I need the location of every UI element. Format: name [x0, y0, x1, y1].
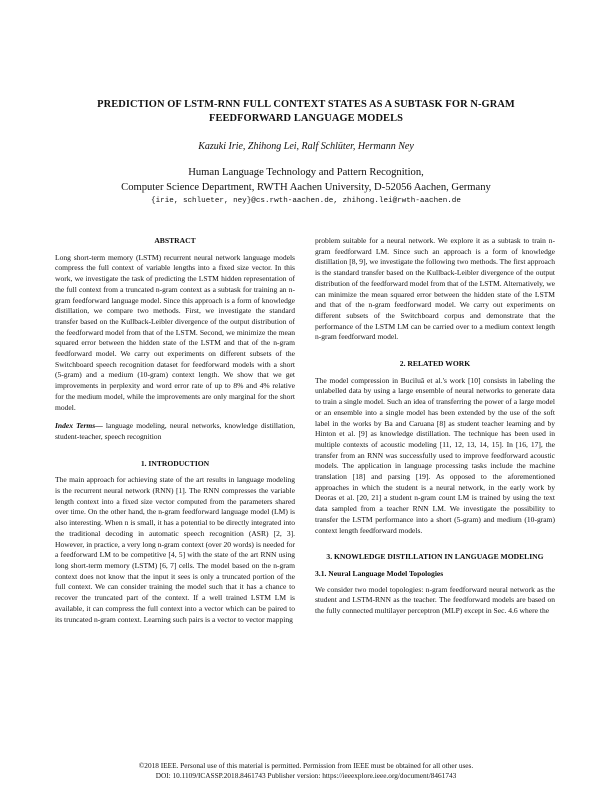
intro-text: The main approach for achieving state of the art results in language modeling is the recurrent neural network (RNN) [1]. The RNN compresses the variable length context into a fixed size vector computed from the parameters shared over time. On the other hand, the n-gram feedforward language model (LM) is also interesting. When n is small, it has a potential to be directly integrated into the traditional decoding in automatic speech recognition (ASR) [2, 3]. However, in practice, a very long n-gram context (over 20 words) is needed for a feedforward LM to be competitive [4, 5] with the state of the art RNN using long short-term memory (LSTM) [6, 7] cells. The model based on the n-gram context does not know that the input it sees is only a truncated portion of the full context. We can consider training the model such that it has a chance to recover the truncated part of the context. If a well trained LSTM LM is available, it can compress the full context into a vector which can be paired to its truncated n-gram context. Learning such pairs is a vector to vector mapping	[55, 475, 295, 624]
author-emails: {irie, schlueter, ney}@cs.rwth-aachen.de, zhihong.lei@rwth-aachen.de	[151, 197, 461, 205]
title-line-1: PREDICTION OF LSTM-RNN FULL CONTEXT STATES AS A SUBTASK FOR N-GRAM	[97, 99, 515, 110]
topologies-subheading: 3.1. Neural Language Model Topologies	[315, 568, 444, 578]
left-column	[55, 236, 295, 625]
affiliation	[60, 166, 552, 195]
knowledge-distillation-heading: 3. KNOWLEDGE DISTILLATION IN LANGUAGE MODELING	[326, 552, 544, 562]
topologies-text: We consider two model topologies: n-gram feedforward neural network as the student and LSTM-RNN as the teacher. The feedforward models are based on the fully connected multilayer perceptron (MLP) except in Sec. 4.6 where the	[315, 584, 555, 616]
authors: Kazuki Irie, Zhihong Lei, Ralf Schlüter, Hermann Ney	[198, 141, 414, 152]
intro-continued-text: problem suitable for a neural network. We explore it as a subtask to train n-gram feedforward LM. Since such an approach is a form of knowledge distillation [8, 9], we investigate the following two methods. The first approach is the standard transfer based on the Kullback-Leibler divergence of the output distribution of the feedforward model from that of the LSTM. Alternatively, we can minimize the mean squared error between the hidden state of the LSTM and that of the n-gram feedforward model. We carry out experiments on different subsets of the Switchboard corpus and demonstrate that the performance of the LSTM LM can be carried over to a medium context length n-gram feedforward model.	[315, 236, 555, 342]
doi-line: DOI: 10.1109/ICASSP.2018.8461743 Publisher version: https://ieeexplore.ieee.org/document/8461743	[155, 771, 457, 780]
affiliation-line-1: Human Language Technology and Pattern Recognition,	[188, 167, 424, 178]
related-work-text: The model compression in Buciluă et al.'s work [10] consists in labeling the unlabelled data by using a large ensemble of neural networks to generate data to train a single model. Such an idea of transferring the power of a large model or an ensemble into a single model has been extended by the use of the soft label in the works by Ba and Caruana [8] as student teacher learning and by Hinton et al. [9] as knowledge distillation. The technique has been used in multiple contexts of acoustic modeling [11, 12, 13, 14, 15]. In [16, 17], the transfer from an RNN was successfully used to improve feedforward acoustic models. The application in language processing tasks include the machine translation [18] and parsing [19]. As opposed to the aforementioned approaches in which the student is a neural network, in the early work by Deoras et al. [20, 21] a student n-gram count LM is trained by using the text data sampled from a teacher RNN LM. We investigate the possibility to transfer the LSTM performance into a short (5-gram) and medium (10-gram) context length feedforward models.	[315, 375, 555, 535]
right-column	[315, 236, 555, 617]
title-line-2: FEEDFORWARD LANGUAGE MODELS	[209, 113, 403, 124]
affiliation-line-2: Computer Science Department, RWTH Aachen University, D-52056 Aachen, Germany	[121, 181, 491, 193]
intro-heading: 1. INTRODUCTION	[140, 458, 210, 468]
index-terms	[55, 421, 295, 442]
index-terms-text: language modeling, neural networks, knowledge distillation, student-teacher, speech recognition	[55, 421, 295, 441]
abstract-heading: ABSTRACT	[154, 236, 196, 245]
index-terms-label: Index Terms—	[55, 421, 103, 431]
abstract-text: Long short-term memory (LSTM) recurrent neural network language models compress the full context of variable lengths into a fixed size vector. In this work, we investigate the task of predicting the LSTM hidden representation of the full context from a truncated n-gram context as a subtask for training an n-gram feedforward language model. Since this approach is a form of knowledge distillation, we compare two methods. First, we investigate the standard transfer based on the Kullback-Leibler divergence of the output distribution of the feedforward model from that of the LSTM. Second, we minimize the mean squared error between the hidden state of the LSTM and that of the n-gram feedforward model. We carry out experiments on different subsets of the Switchboard speech recognition dataset for feedforward models with a short (5-gram) and a medium (10-gram) context length. We show that we get improvements in perplexity and word error rate of up to 8% and 4% relative for the medium model, while the improvements are only marginal for the short model.	[55, 252, 295, 412]
copyright-notice: ©2018 IEEE. Personal use of this material is permitted. Permission from IEEE must be obtained for all other uses.	[138, 761, 474, 770]
related-work-heading: 2. RELATED WORK	[399, 359, 471, 369]
paper-title	[60, 98, 552, 126]
